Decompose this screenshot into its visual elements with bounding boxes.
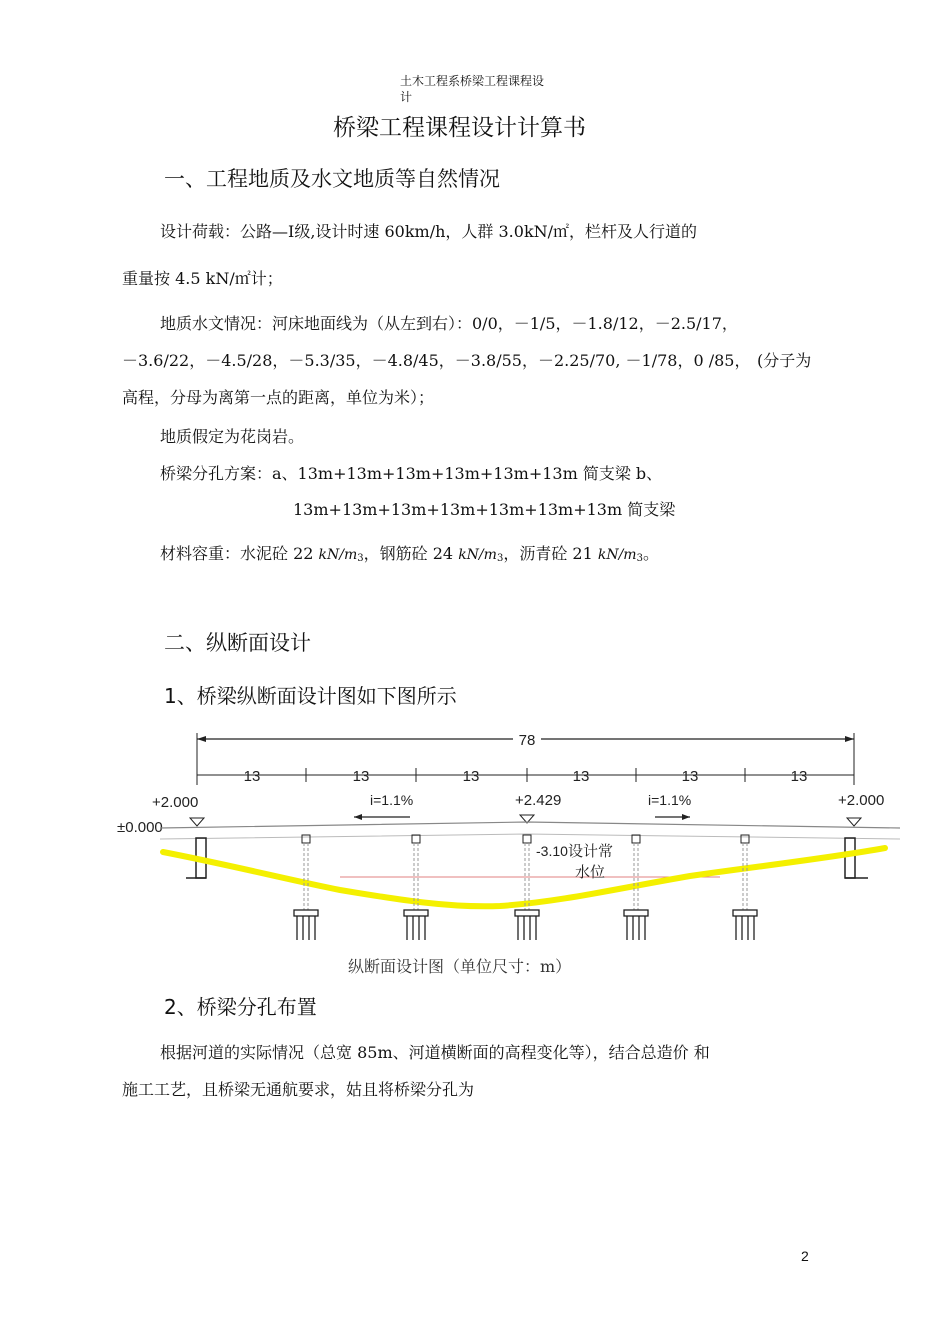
pier xyxy=(733,835,757,940)
hydrology-line2: －3.6/22，－4.5/28，－5.3/35，－4.8/45，－3.8/55，－2.25/70, －1/78，0 /85， xyxy=(122,351,751,370)
slope-left-arrow xyxy=(354,814,362,820)
span-label-6: 13 xyxy=(790,768,808,785)
water-level-label-1: 设计常 xyxy=(568,843,614,860)
span-label-2: 13 xyxy=(352,768,370,785)
materials-line xyxy=(160,541,659,564)
unit-asphalt: kN/m xyxy=(597,547,637,563)
section1-heading: 一、工程地质及水文地质等自然情况 xyxy=(164,167,500,191)
deck-line xyxy=(160,822,900,828)
span-dimensions xyxy=(197,768,854,785)
design-load-line1: 设计荷载：公路—Ⅰ级,设计时速 60km/h，人群 3.0kN/㎡，栏杆及人行道的 xyxy=(160,222,698,241)
span-scheme-line2: 13m+13m+13m+13m+13m+13m+13m 简支梁 xyxy=(293,500,676,519)
unit-concrete: kN/m xyxy=(318,547,358,563)
total-length-label: 78 xyxy=(518,732,536,749)
elev-marker-left xyxy=(190,818,204,826)
materials-mid1: ，钢筋砼 24 xyxy=(363,544,454,563)
hydrology-line3: 高程，分母为离第一点的距离，单位为米）； xyxy=(122,388,435,407)
geology-text: 地质假定为花岗岩。 xyxy=(160,427,305,446)
longitudinal-profile-figure xyxy=(110,725,910,950)
water-level-label-2: 水位 xyxy=(575,864,606,881)
span-label-5: 13 xyxy=(681,768,699,785)
unit-sub-3: 3 xyxy=(636,553,643,564)
span-label-3: 13 xyxy=(462,768,480,785)
materials-label: 材料容重：水泥砼 22 xyxy=(160,544,314,563)
abutment-right xyxy=(845,838,868,878)
materials-mid2: ，沥青砼 21 xyxy=(503,544,593,563)
section2-heading: 二、纵断面设计 xyxy=(164,631,311,655)
span-label-1: 13 xyxy=(243,768,261,785)
running-header-line2: 计 xyxy=(400,90,413,104)
elevation-left: +2.000 xyxy=(152,794,199,811)
design-load-line2: 重量按 4.5 kN/㎡计； xyxy=(122,269,283,288)
materials-end: 。 xyxy=(642,544,659,563)
slope-right-label: i=1.1% xyxy=(648,792,692,808)
hydrology-line1: 地质水文情况：河床地面线为（从左到右）：0/0，－1/5，－1.8/12，－2.5/17， xyxy=(160,314,738,333)
span-scheme-line1: 桥梁分孔方案：a、13m+13m+13m+13m+13m+13m 简支梁 b、 xyxy=(160,464,663,483)
document-title: 桥梁工程课程设计计算书 xyxy=(333,115,586,141)
total-dimension xyxy=(197,732,854,785)
elevation-mid: +2.429 xyxy=(515,792,562,809)
unit-sub-1: 3 xyxy=(357,553,364,564)
elevation-right: +2.000 xyxy=(838,792,885,809)
elev-marker-right xyxy=(847,818,861,826)
datum-label: ±0.000 xyxy=(117,819,163,836)
page-number: 2 xyxy=(801,1248,809,1264)
pier xyxy=(404,835,428,940)
paragraph-line2: 施工工艺，且桥梁无通航要求，姑且将桥梁分孔为 xyxy=(122,1080,475,1099)
running-header-line1: 土木工程系桥梁工程课程设 xyxy=(400,74,545,88)
water-level-value: -3.10 xyxy=(536,843,568,859)
unit-reinforced: kN/m xyxy=(458,547,497,563)
figure-caption: 纵断面设计图（单位尺寸：m） xyxy=(348,957,572,976)
subsection-2-heading: 2、桥梁分孔布置 xyxy=(164,995,317,1019)
subsection-1-heading: 1、桥梁纵断面设计图如下图所示 xyxy=(164,684,457,708)
unit-sub-2: 3 xyxy=(496,553,504,564)
slope-right-arrow xyxy=(682,814,690,820)
hydrology-note: (分子为 xyxy=(757,351,812,370)
slope-left-label: i=1.1% xyxy=(370,792,414,808)
span-label-4: 13 xyxy=(572,768,590,785)
paragraph-line1: 根据河道的实际情况（总宽 85m、河道横断面的高程变化等），结合总造价 和 xyxy=(160,1043,710,1062)
